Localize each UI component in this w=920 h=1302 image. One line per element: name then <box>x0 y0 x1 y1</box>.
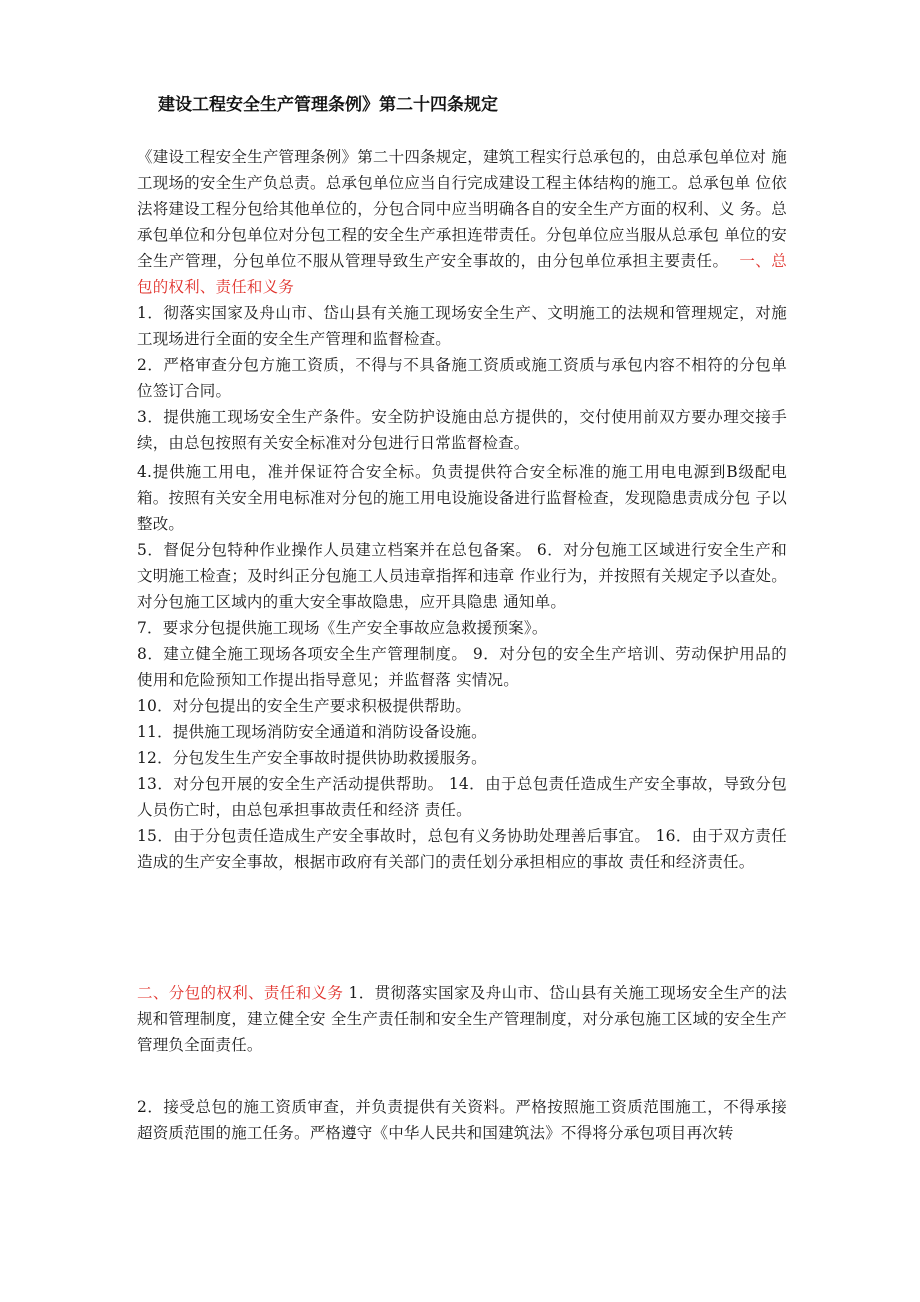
list-item: 2．严格审查分包方施工资质，不得与不具备施工资质或施工资质与承包内容不相符的分包单位签订合同。 <box>137 356 787 400</box>
list-item: 8．建立健全施工现场各项安全生产管理制度。 9．对分包的安全生产培训、劳动保护用品的使用和危险预知工作提出指导意见；并监督落 实情况。 <box>137 645 787 689</box>
list-item: 1．彻落实国家及舟山市、岱山县有关施工现场安全生产、文明施工的法规和管理规定，对施工现场进行全面的安全生产管理和监督检查。 <box>137 304 787 348</box>
intro-paragraph <box>137 144 787 456</box>
list-item: 12．分包发生生产安全事故时提供协助救援服务。 <box>137 749 487 767</box>
section1-heading: 一、总包的权利、责任和义务 <box>137 252 787 296</box>
list-item: 10．对分包提出的安全生产要求积极提供帮助。 <box>137 697 472 715</box>
list-item: 2．接受总包的施工资质审查，并负责提供有关资料。严格按照施工资质范围施工，不得承接超资质范围的施工任务。严格遵守《中华人民共和国建筑法》不得将分承包项目再次转 <box>137 1098 787 1142</box>
list-item: 3．提供施工现场安全生产条件。安全防护设施由总方提供的，交付使用前双方要办理交接手续，由总包按照有关安全标准对分包进行日常监督检查。 <box>137 408 787 452</box>
section2-item2-paragraph <box>137 1094 787 1146</box>
intro-text: 《建设工程安全生产管理条例》第二十四条规定，建筑工程实行总承包的，由总承包单位对 施工现场的安全生产负总责。总承包单位应当自行完成建设工程主体结构的施工。总承包单 位依法将建设工程分包给其他单位的，分包合同中应当明确各自的安全生产方面的权利、义 务。总承包单位和分包单位对分包工程的安全生产承担连带责任。分包单位应当服从总承包 单位的安全生产管理，分包单位不服从管理导致生产安全事故的，由分包单位承担主要责任。 <box>137 148 787 270</box>
list-item: 11．提供施工现场消防安全通道和消防设备设施。 <box>137 723 487 741</box>
section2-heading: 二、分包的权利、责任和义务 <box>137 984 344 1002</box>
list-item: 13．对分包开展的安全生产活动提供帮助。 14．由于总包责任造成生产安全事故，导致分包人员伤亡时，由总包承担事故责任和经济 责任。 <box>137 775 787 819</box>
general-contractor-list <box>137 459 787 875</box>
list-item: 4.提供施工用电，准并保证符合安全标。负责提供符合安全标准的施工用电电源到B级配电箱。按照有关安全用电标准对分包的施工用电设施设备进行监督检查，发现隐患责成分包 子以整改。 <box>137 463 787 533</box>
list-item: 7．要求分包提供施工现场《生产安全事故应急救援预案》。 <box>137 619 548 637</box>
section2-paragraph <box>137 980 787 1058</box>
list-item: 5．督促分包特种作业操作人员建立档案并在总包备案。 6．对分包施工区域进行安全生产和文明施工检查；及时纠正分包施工人员违章指挥和违章 作业行为，并按照有关规定予以查处。对分包施工区域内的重大安全事故隐患，应开具隐患 通知单。 <box>137 541 787 611</box>
list-item: 15．由于分包责任造成生产安全事故时，总包有义务协助处理善后事宜。 16．由于双方责任造成的生产安全事故，根据市政府有关部门的责任划分承担相应的事故 责任和经济责任。 <box>137 827 787 871</box>
section2-item1: 1．贯彻落实国家及舟山市、岱山县有关施工现场安全生产的法规和管理制度，建立健全安 全生产责任制和安全生产管理制度，对分承包施工区域的安全生产管理负全面责任。 <box>137 984 787 1054</box>
spacer <box>728 252 739 270</box>
document-title: 建设工程安全生产管理条例》第二十四条规定 <box>158 95 498 115</box>
